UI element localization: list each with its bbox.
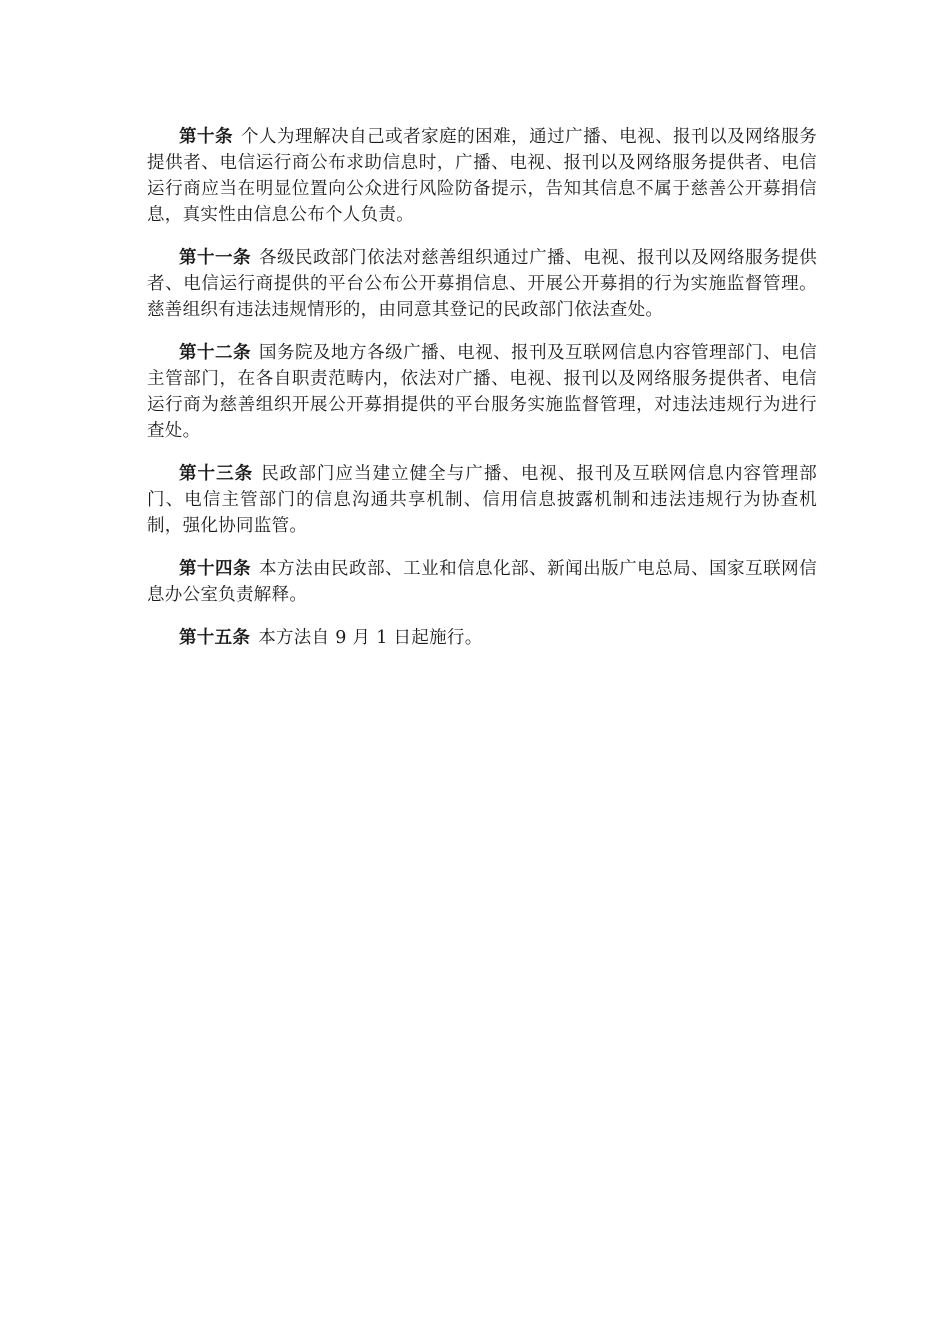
article-14 — [147, 556, 817, 608]
article-title: 第十条 — [179, 127, 234, 147]
article-15 — [147, 625, 817, 651]
document-body — [147, 124, 817, 668]
article-text: 本方法自 9 月 1 日起施行。 — [258, 628, 483, 648]
article-title: 第十五条 — [179, 628, 251, 648]
article-text: 各级民政部门依法对慈善组织通过广播、电视、报刊以及网络服务提供者、电信运行商提供的平台公布公开募捐信息、开展公开募捐的行为实施监督管理。慈善组织有违法违规情形的，由同意其登记的民政部门依法查处。 — [147, 248, 817, 320]
article-text: 本方法由民政部、工业和信息化部、新闻出版广电总局、国家互联网信息办公室负责解释。 — [147, 559, 817, 605]
article-text: 国务院及地方各级广播、电视、报刊及互联网信息内容管理部门、电信主管部门，在各自职责范畴内，依法对广播、电视、报刊以及网络服务提供者、电信运行商为慈善组织开展公开募捐提供的平台服务实施监督管理，对违法违规行为进行查处。 — [147, 343, 817, 441]
article-title: 第十一条 — [179, 248, 252, 268]
article-title: 第十三条 — [179, 464, 254, 484]
article-text: 民政部门应当建立健全与广播、电视、报刊及互联网信息内容管理部门、电信主管部门的信息沟通共享机制、信用信息披露机制和违法违规行为协查机制，强化协同监管。 — [147, 464, 818, 536]
article-title: 第十四条 — [179, 559, 252, 579]
article-title: 第十二条 — [179, 343, 252, 363]
article-11 — [147, 245, 817, 323]
article-13 — [147, 461, 817, 539]
article-text: 个人为理解决自己或者家庭的困难，通过广播、电视、报刊以及网络服务提供者、电信运行商公布求助信息时，广播、电视、报刊以及网络服务提供者、电信运行商应当在明显位置向公众进行风险防备提示，告知其信息不属于慈善公开募捐信息，真实性由信息公布个人负责。 — [147, 127, 817, 225]
article-12 — [147, 340, 817, 444]
article-10 — [147, 124, 817, 228]
